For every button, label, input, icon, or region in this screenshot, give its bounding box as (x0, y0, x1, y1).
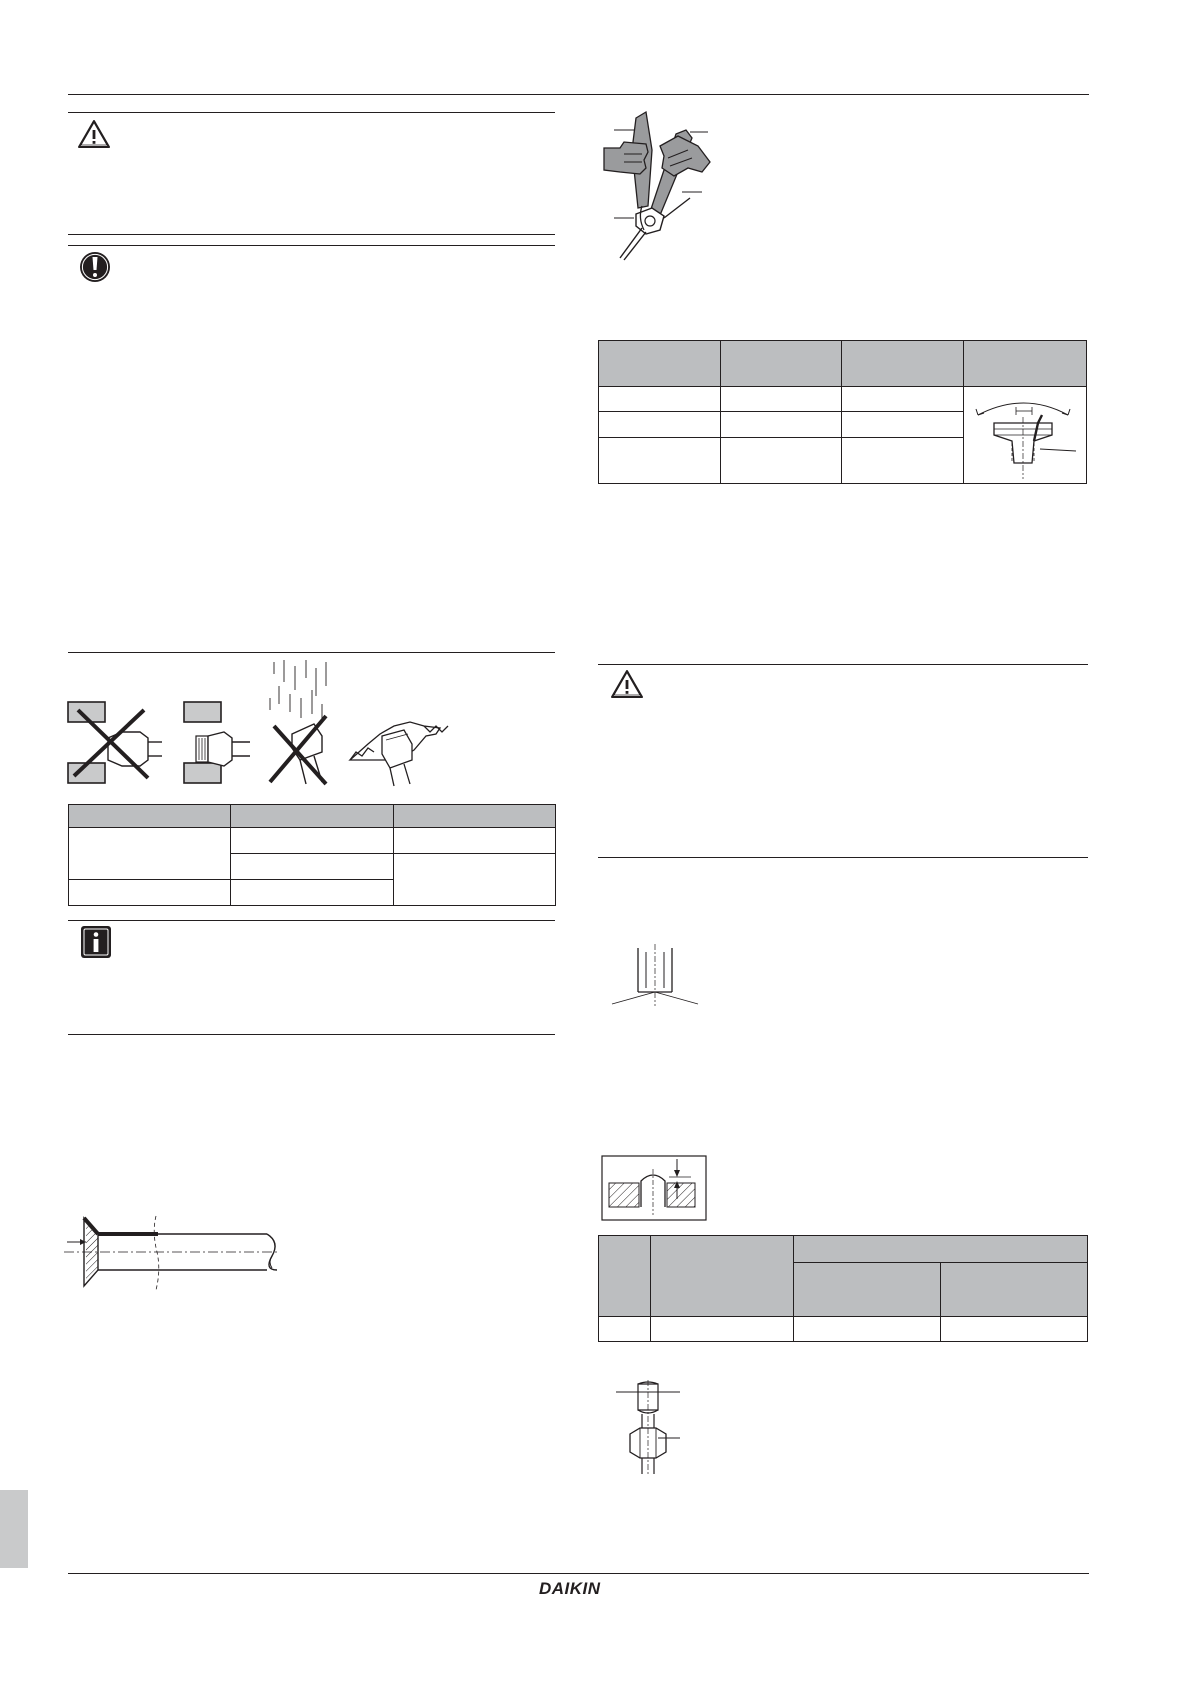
rain-exposure-wrong-figure (270, 660, 326, 784)
gauge-table-header-1 (599, 1236, 651, 1317)
taped-pipe-correct-figure (350, 722, 448, 786)
gauge-table-cell (599, 1317, 651, 1342)
daikin-logo (537, 1577, 617, 1599)
torque-table-cell (599, 437, 721, 484)
info-rule-top (68, 920, 555, 921)
flare-gauge-table (598, 1235, 1088, 1342)
info-icon (80, 925, 112, 959)
left-table-header-1 (69, 805, 231, 828)
torque-table-cell (842, 387, 964, 412)
notice-rule-top (68, 245, 555, 246)
footer-rule (68, 1573, 1089, 1574)
torque-table-header-1 (599, 341, 721, 387)
left-table-cell (231, 880, 393, 906)
torque-table-cell (842, 412, 964, 437)
left-table-cell (69, 880, 231, 906)
torque-table-cell (599, 387, 721, 412)
torque-table-cell (720, 412, 842, 437)
warning-triangle-icon (76, 118, 112, 150)
torque-table-cell (599, 412, 721, 437)
torque-table-header-4 (964, 341, 1087, 387)
gauge-table-subheader-2 (941, 1263, 1088, 1317)
illustration-rule (68, 652, 555, 653)
gauge-table-header-2 (650, 1236, 794, 1317)
left-table-cell (393, 854, 555, 906)
pipe-flare-end-illustration (608, 944, 704, 1010)
torque-table-header-3 (842, 341, 964, 387)
torque-table (598, 340, 1087, 484)
left-table-header-2 (231, 805, 393, 828)
wrench-tightening-illustration (598, 110, 728, 262)
gauge-table-cell (794, 1317, 941, 1342)
exclamation-circle-icon (79, 250, 111, 284)
pipe-end-illustration (62, 1210, 302, 1294)
gauge-table-header-group (794, 1236, 1088, 1263)
wall-opening-wrong-figure (68, 702, 162, 783)
header-rule (68, 94, 1089, 95)
left-table-cell (69, 828, 231, 880)
brand-text: DAIKIN (539, 1579, 601, 1598)
torque-table-cell (720, 437, 842, 484)
page-side-tab (0, 1490, 28, 1568)
gauge-table-subheader-1 (794, 1263, 941, 1317)
left-data-table (68, 804, 556, 906)
gauge-table-cell (941, 1317, 1088, 1342)
wall-opening-correct-figure (184, 702, 250, 783)
warning-rule-top (68, 112, 555, 113)
right-warning-rule-bottom (598, 857, 1088, 858)
torque-table-cell (720, 387, 842, 412)
info-rule-bottom (68, 1034, 555, 1035)
flare-protection-illustration (64, 660, 484, 790)
warning-rule-bottom (68, 234, 555, 235)
gauge-table-cell (650, 1317, 794, 1342)
flare-gauge-illustration (601, 1155, 707, 1221)
left-table-cell (393, 828, 555, 854)
flare-nut-illustration (612, 1380, 684, 1476)
left-table-cell (231, 854, 393, 880)
torque-table-cell (842, 437, 964, 484)
flare-dimension-figure-cell (964, 387, 1087, 484)
right-warning-rule-top (598, 664, 1088, 665)
left-table-header-3 (393, 805, 555, 828)
left-table-cell (231, 828, 393, 854)
torque-table-header-2 (720, 341, 842, 387)
warning-triangle-icon (609, 668, 645, 700)
